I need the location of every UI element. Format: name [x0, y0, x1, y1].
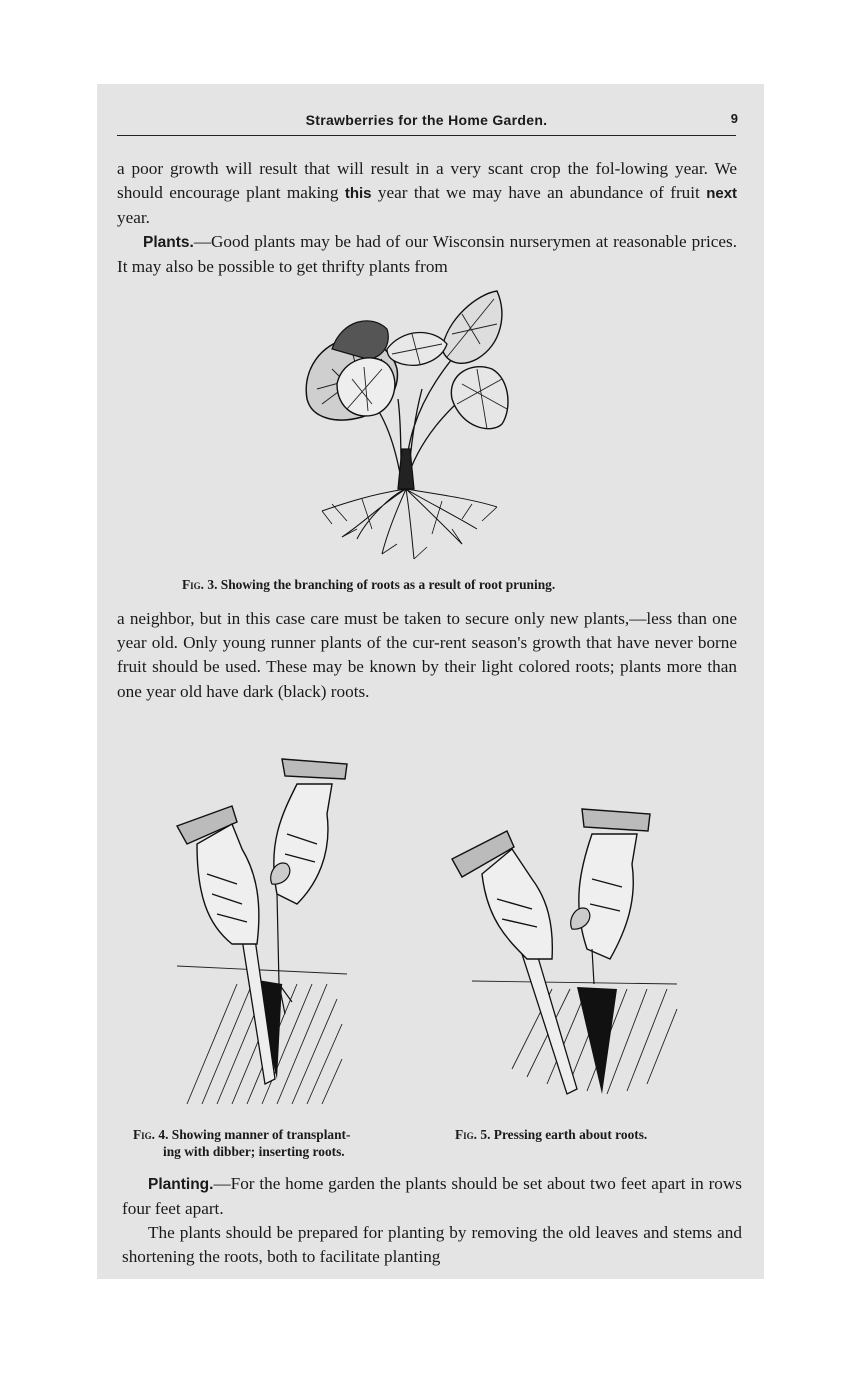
leaf-top-right [387, 291, 502, 365]
left-hand [177, 806, 259, 944]
page-number: 9 [730, 111, 738, 126]
running-header [117, 110, 736, 134]
planting-heading: Planting. [148, 1176, 214, 1193]
roots [322, 489, 497, 559]
leaf-right [451, 367, 508, 429]
paragraph-4: The plants should be prepared for planting by removing the old leaves and stems and shortening the roots, both to facilitate planting [122, 1223, 742, 1267]
paragraph-1: a poor growth will result that will result in a very scant crop the fol-lowing year. We should encourage plant making this year that we may have an abundance of fruit next year. [117, 159, 738, 228]
paragraph-2: a neighbor, but in this case care must be taken to secure only new plants,—less than one year old. Only young runner plants of the cur-rent season's growth that have never borne fruit should be used. These may be known by their light colored roots; plants more than one year old have dark (black) roots. [117, 609, 737, 701]
strawberry-plant-illustration [302, 289, 517, 564]
pressing-earth-illustration [452, 809, 732, 1119]
soil-hatching-fig5 [472, 981, 677, 1094]
header-title: Strawberries for the Home Garden. [305, 112, 548, 128]
right-hand [274, 759, 347, 904]
fig5-caption: Fig. 5. Pressing earth about roots. [455, 1127, 648, 1142]
right-hand-fig5 [579, 809, 650, 959]
paragraph-plants: Plants.—Good plants may be had of our Wisconsin nurserymen at reasonable prices. It may also be possible to get thrifty plants from [117, 232, 737, 277]
fig3-caption: Fig. 3. Showing the branching of roots as a result of root pruning. [182, 577, 556, 592]
book-page [97, 84, 764, 1279]
plants-heading: Plants. [143, 234, 194, 251]
dibber-tool-fig5 [522, 954, 577, 1094]
header-rule [117, 135, 736, 136]
dibber-inserting-roots-illustration [167, 754, 457, 1114]
left-hand-fig5 [452, 831, 552, 959]
fig4-caption: Fig. 4. Showing manner of transplant- ing with dibber; inserting roots. [133, 1127, 351, 1159]
paragraph-planting: Planting.—For the home garden the plants should be set about two feet apart in rows four feet apart. [122, 1174, 742, 1219]
